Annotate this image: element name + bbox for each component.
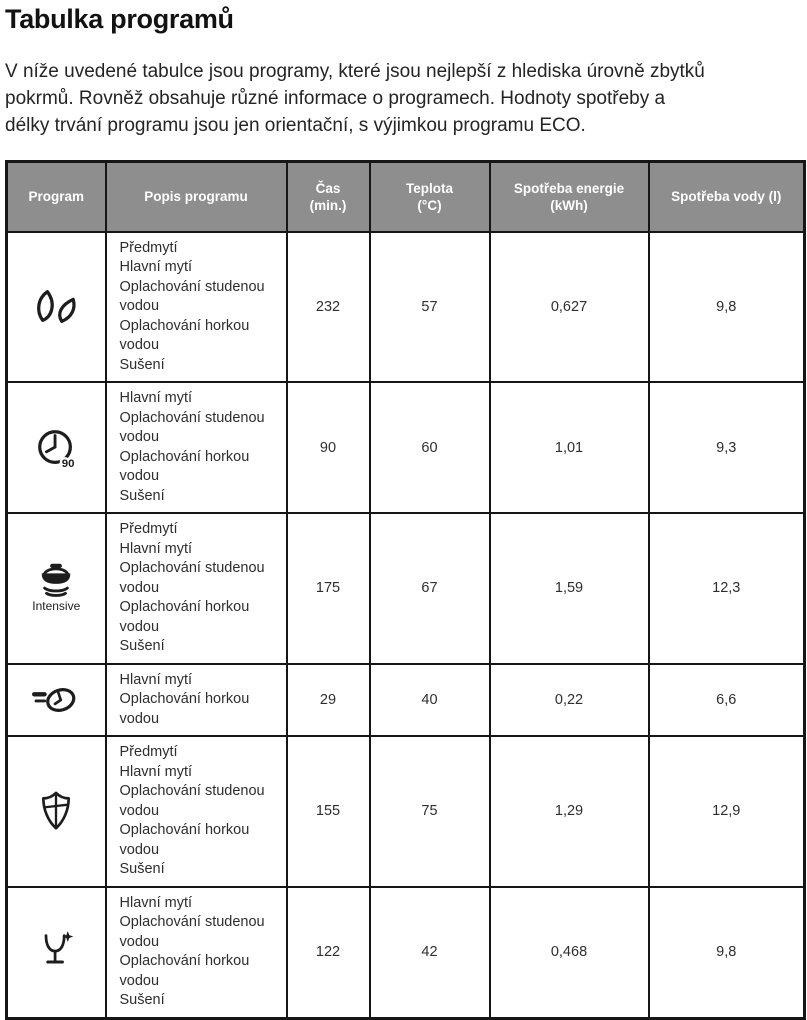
program-phases xyxy=(120,743,278,880)
time-cell: 90 xyxy=(287,382,370,513)
water-cell: 9,8 xyxy=(649,232,805,383)
energy-cell: 0,468 xyxy=(490,887,649,1019)
temperature-cell: 57 xyxy=(370,232,490,383)
program-phase: Sušení xyxy=(119,638,165,654)
temperature-cell: 42 xyxy=(370,887,490,1019)
program-description-cell xyxy=(106,664,287,737)
program-cell xyxy=(7,232,106,383)
col-header-temperature: Teplota (°C) xyxy=(370,162,490,232)
program-phase: Sušení xyxy=(119,356,165,373)
program-phases xyxy=(120,894,278,1011)
program-description-cell xyxy=(106,887,287,1019)
time-cell: 232 xyxy=(287,232,370,383)
program-description-cell xyxy=(106,736,287,887)
program-phase: Oplachování horkou vodou xyxy=(119,448,250,484)
glass-care-icon xyxy=(36,930,76,974)
program-phase: Předmytí xyxy=(119,239,178,256)
temperature-cell: 60 xyxy=(370,382,490,513)
intro-paragraph xyxy=(5,58,803,139)
table-row xyxy=(7,736,805,887)
table-row xyxy=(7,664,805,737)
program-phase: Oplachování studenou vodou xyxy=(119,278,265,314)
program-phase: Sušení xyxy=(119,861,165,877)
table-header-row xyxy=(7,162,805,232)
energy-cell: 0,22 xyxy=(490,664,649,737)
program-phase: Předmytí xyxy=(119,744,178,760)
water-cell: 9,3 xyxy=(649,382,805,513)
intro-line: V níže uvedené tabulce jsou programy, které jsou nejlepší z hlediska úrovně zbytků xyxy=(5,61,705,82)
program-phase: Oplachování studenou vodou xyxy=(119,914,265,950)
col-header-description: Popis programu xyxy=(106,162,287,232)
table-row xyxy=(7,232,805,383)
program-phases xyxy=(120,389,278,506)
col-header-energy: Spotřeba energie (kWh) xyxy=(490,162,649,232)
energy-cell: 1,59 xyxy=(490,513,649,664)
energy-cell: 0,627 xyxy=(490,232,649,383)
program-table xyxy=(5,160,806,1020)
program-phase: Oplachování horkou vodou xyxy=(119,953,250,989)
table-body xyxy=(7,232,805,1019)
temperature-cell: 67 xyxy=(370,513,490,664)
program-phase: Oplachování studenou vodou xyxy=(119,409,265,445)
eco-leaves-icon xyxy=(33,286,79,328)
program-phase: Oplachování horkou vodou xyxy=(119,317,250,353)
program-cell xyxy=(7,664,106,737)
program-description-cell xyxy=(106,232,287,383)
program-phase: Předmytí xyxy=(119,521,178,537)
program-phases xyxy=(120,671,278,730)
table-row xyxy=(7,382,805,513)
program-phase: Oplachování studenou vodou xyxy=(119,783,265,819)
clock-90-icon xyxy=(34,426,78,470)
program-phase: Oplachování studenou vodou xyxy=(119,560,265,596)
program-phase: Oplachování horkou vodou xyxy=(119,691,250,727)
program-phases xyxy=(120,520,278,657)
table-row xyxy=(7,513,805,664)
svg-text:90: 90 xyxy=(61,457,75,470)
program-phase: Oplachování horkou vodou xyxy=(119,822,250,858)
program-phase: Oplachování horkou vodou xyxy=(119,599,250,635)
hygiene-shield-icon xyxy=(37,790,75,832)
page-title: Tabulka programů xyxy=(5,4,234,34)
program-phase: Hlavní mytí xyxy=(119,390,193,406)
program-phase: Hlavní mytí xyxy=(119,763,193,780)
temperature-cell: 75 xyxy=(370,736,490,887)
program-phase: Hlavní mytí xyxy=(119,540,193,557)
program-cell xyxy=(7,736,106,887)
time-cell: 122 xyxy=(287,887,370,1019)
program-cell xyxy=(7,887,106,1019)
water-cell: 9,8 xyxy=(649,887,805,1019)
col-header-time: Čas (min.) xyxy=(287,162,370,232)
program-description-cell xyxy=(106,382,287,513)
program-cell xyxy=(7,382,106,513)
express-clock-icon xyxy=(30,681,82,719)
table-row xyxy=(7,887,805,1019)
energy-cell: 1,01 xyxy=(490,382,649,513)
time-cell: 29 xyxy=(287,664,370,737)
water-cell: 6,6 xyxy=(649,664,805,737)
program-phase: Hlavní mytí xyxy=(119,259,193,275)
water-cell: 12,3 xyxy=(649,513,805,664)
program-icon-label: Intensive xyxy=(32,599,81,614)
program-phase: Sušení xyxy=(119,992,165,1008)
program-description-cell xyxy=(106,513,287,664)
program-phase: Hlavní mytí xyxy=(119,894,193,911)
temperature-cell: 40 xyxy=(370,664,490,737)
time-cell: 155 xyxy=(287,736,370,887)
col-header-program: Program xyxy=(7,162,106,232)
time-cell: 175 xyxy=(287,513,370,664)
program-cell xyxy=(7,513,106,664)
water-cell: 12,9 xyxy=(649,736,805,887)
energy-cell: 1,29 xyxy=(490,736,649,887)
intro-line: délky trvání programu jsou jen orientační, s výjimkou programu ECO. xyxy=(5,115,586,136)
program-phases xyxy=(120,239,278,376)
program-phase: Hlavní mytí xyxy=(119,671,193,688)
intro-line: pokrmů. Rovněž obsahuje různé informace o programech. Hodnoty spotřeby a xyxy=(5,88,666,109)
col-header-water: Spotřeba vody (l) xyxy=(649,162,805,232)
intensive-pot-icon xyxy=(33,563,79,599)
program-phase: Sušení xyxy=(119,487,165,504)
